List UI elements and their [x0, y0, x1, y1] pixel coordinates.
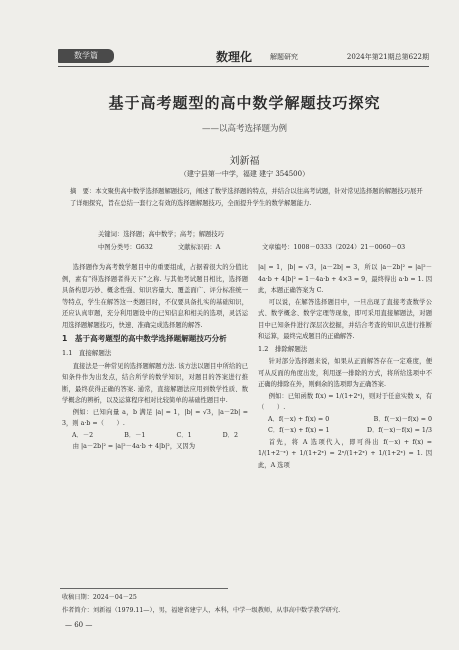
- option-d: D．2: [222, 431, 238, 439]
- answer-options: [62, 430, 248, 442]
- body-paragraph: 可以说，在解答选择题目中，一旦出现了直接考查数学公式、数学概念、数学定理等现象，即可采用直接解题法，对题目中已知条件进行深层次挖掘，并结合考查的知识点进行推断和运算，最终完成题目的正确解答.: [258, 298, 432, 340]
- solution-text: 由 |a－2b|² = |a|²－4a·b + 4|b|²，又因为: [72, 443, 196, 450]
- footnote-rule: [60, 588, 228, 589]
- subsection-heading: 1.1 直接解题法: [62, 349, 112, 357]
- subsection-heading: 1.2 排除解题法: [258, 344, 308, 353]
- author-bio: 作者简介：刘新福（1979.11—），男，福建省建宁人，本科，中学一级教师，从事高中数学教学研究.: [62, 607, 341, 614]
- running-header: [58, 48, 429, 67]
- example-question: 例如：已知向量 a，b 满足 |a| = 1，|b| = √3，|a－2b| = 3，则 a·b =（ ）.: [62, 408, 248, 427]
- answer-options: [258, 414, 432, 437]
- author-name: 刘新福: [229, 156, 260, 167]
- article-title: 基于高考题型的高中数学解题技巧探究: [108, 94, 381, 112]
- article-number: 文章编号：1008－0333（2024）21－0060－03: [262, 244, 406, 251]
- option-d: D．f(－x)－f(x) = 1/3: [367, 427, 432, 434]
- clc-number: 中图分类号：G632: [98, 244, 153, 251]
- magazine-name: 数理化: [216, 50, 253, 64]
- issue-info: 2024年第21期总第622期: [346, 53, 429, 61]
- page-number: — 60 —: [65, 621, 93, 629]
- section-name: 解题研究: [270, 53, 298, 61]
- received-date: 收稿日期：2024－04－25: [62, 594, 137, 601]
- example-question: 例如：已知函数 f(x) = 1/(1+2ˣ)，则对于任意实数 x，有（ ）.: [258, 392, 432, 411]
- solution-continued: |a| = 1，|b| = √3，|a－2b| = 3，所以 |a－2b|² = |a|²－4a·b + 4|b|² = 1－4a·b + 4×3 = 9，最终得出 a·b = 1. 因此，本题正确答案为 C.: [258, 264, 432, 294]
- solution-text: 首先，将 A 选项代入，即可得出 f(－x) + f(x) = 1/(1+2⁻ˣ) + 1/(1+2ˣ) = 2ˣ/(1+2ˣ) + 1/(1+2ˣ) = 1. 因此，A 选项: [258, 438, 432, 469]
- option-c: C．f(－x) + f(x) = 1: [268, 427, 330, 434]
- option-b: B．f(－x)－f(x) = 0: [373, 415, 432, 423]
- intro-paragraph: 选择题作为高考数学题目中的重要组成，占据着很大的分值比例，素有“得选择题者得天下”之称. 与其他考试题目相比，选择题具备构思巧妙、概念性强、知识容量大、覆盖面广、评分标准统一等特点，学生在解答这一类题目时，不仅要具备扎实的基础知识，还应认真审题，充分利用题设中的已知信息和相关的选项，灵活运用选择题解题技巧，快速、准确完成选择题的解答.: [62, 264, 248, 329]
- option-a: A．f(－x) + f(x) = 0: [268, 415, 330, 423]
- body-paragraph: 针对部分选择题来说，如果从正面解答存在一定难度，便可从反面的角度出发，利用逐一排除的方式，将所给选项中不正确的排除在外，则剩余的选项即为正确答案.: [258, 358, 432, 388]
- left-column: [62, 262, 248, 453]
- option-c: C．1: [176, 431, 192, 439]
- section-heading: 1 基于高考题型的高中数学选择题解题技巧分析: [62, 334, 227, 343]
- body-paragraph: 直接法是一种常见的选择题解题方法. 该方法以题目中所给的已知条件作为出发点，结合所学的数学知识，对题目的答案进行推断，最终获得正确的答案. 通常，直接解题法应用到数学性质、数学概念的辨析，以及运算程序相对比较简单的基础性题目中.: [62, 362, 248, 404]
- document-code: 文献标识码：A: [178, 244, 221, 251]
- option-a: A．－2: [72, 431, 94, 439]
- author-affiliation: （建宁县第一中学，福建 建宁 354500）: [179, 170, 310, 178]
- abstract: 摘 要：本文聚焦高中数学选择题解题技巧，阐述了数学选择题的特点，并结合以往高考试题，针对常见选择题的解题技巧展开了详细探究，旨在总结一套行之有效的选择题解题技巧，全面提升学生的数学解题能力.: [70, 188, 423, 207]
- keywords: 关键词：选择题；高中数学；高考；解题技巧: [98, 231, 224, 238]
- column-logo: 数学篇: [58, 49, 114, 63]
- right-column: [258, 262, 432, 471]
- option-b: B．－1: [124, 431, 146, 439]
- article-subtitle: ——以高考选择题为例: [201, 124, 287, 134]
